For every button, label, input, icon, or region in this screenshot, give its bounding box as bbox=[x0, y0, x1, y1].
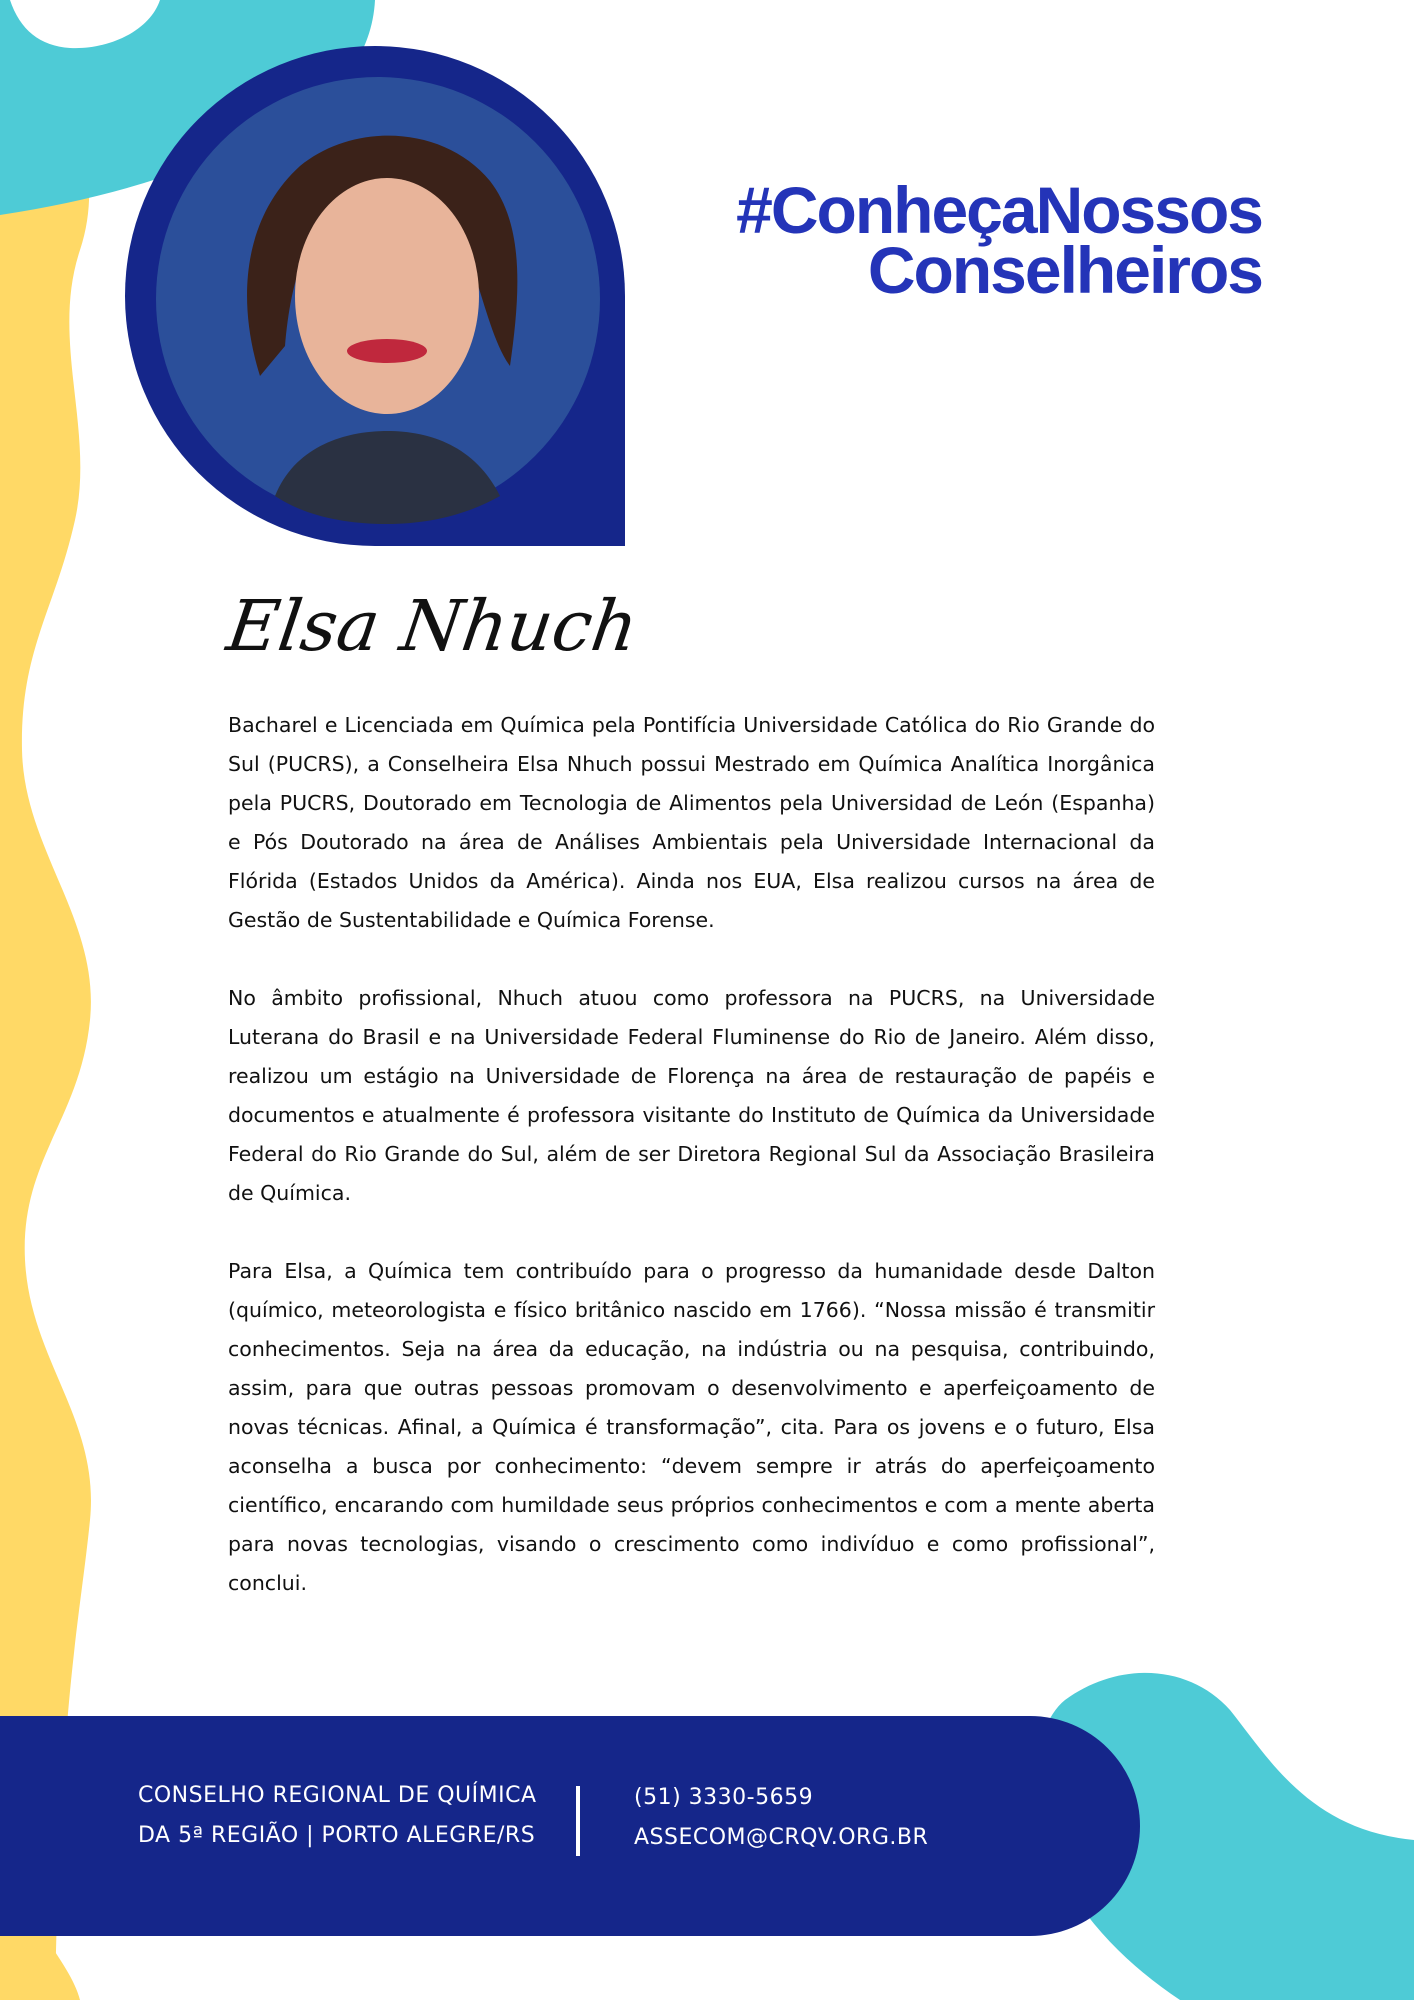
biography bbox=[228, 706, 1155, 1642]
yellow-wave-shape bbox=[0, 0, 91, 2000]
footer-organization bbox=[138, 1776, 537, 1856]
footer-divider bbox=[576, 1786, 580, 1856]
profile-photo-frame bbox=[125, 46, 625, 546]
page-title bbox=[736, 173, 1262, 308]
footer-phone: (51) 3330-5659 bbox=[634, 1785, 814, 1810]
bio-paragraph: No âmbito profissional, Nhuch atuou como professora na PUCRS, na Universidade Luterana do Brasil e na Universidade Federal Fluminense do Rio de Janeiro. Além disso, realizou um estágio na Universidade de Florença na área de restauração de papéis e documentos e atualmente é professora visitante do Instituto de Química da Universidade Federal do Rio Grande do Sul, além de ser Diretora Regional Sul da Associação Brasileira de Química. bbox=[228, 986, 1155, 1205]
portrait-smile bbox=[347, 339, 427, 363]
footer-org-line-2: DA 5ª REGIÃO | PORTO ALEGRE/RS bbox=[138, 1823, 536, 1848]
title-line-1: #ConheçaNossos bbox=[736, 173, 1262, 248]
footer-org-line-1: CONSELHO REGIONAL DE QUÍMICA bbox=[138, 1783, 537, 1808]
portrait-face bbox=[295, 178, 479, 414]
bio-paragraph: Bacharel e Licenciada em Química pela Pontifícia Universidade Católica do Rio Grande do Sul (PUCRS), a Conselheira Elsa Nhuch possui Mestrado em Química Analítica Inorgânica pela PUCRS, Doutorado em Tecnologia de Alimentos pela Universidad de León (Espanha) e Pós Doutorado na área de Análises Ambientais pela Universidade Internacional da Flórida (Estados Unidos da América). Ainda nos EUA, Elsa realizou cursos na área de Gestão de Sustentabilidade e Química Forense. bbox=[228, 713, 1155, 932]
title-line-2: Conselheiros bbox=[867, 233, 1262, 308]
bio-paragraph: Para Elsa, a Química tem contribuído para o progresso da humanidade desde Dalton (químico, meteorologista e físico britânico nascido em 1766). “Nossa missão é transmitir conhecimentos. Seja na área da educação, na indústria ou na pesquisa, contribuindo, assim, para que outras pessoas promovam o desenvolvimento e aperfeiçoamento de novas técnicas. Afinal, a Química é transformação”, cita. Para os jovens e o futuro, Elsa aconselha a busca por conhecimento: “devem sempre ir atrás do aperfeiçoamento científico, encarando com humildade seus próprios conhecimentos e com a mente aberta para novas tecnologias, visando o crescimento como indivíduo e como profissional”, conclui. bbox=[228, 1259, 1155, 1595]
footer-contact bbox=[634, 1778, 928, 1858]
signature-name: Elsa Nhuch bbox=[222, 585, 643, 667]
footer-email: ASSECOM@CRQV.ORG.BR bbox=[634, 1825, 929, 1850]
yellow-bottom-corner bbox=[0, 1936, 80, 2000]
